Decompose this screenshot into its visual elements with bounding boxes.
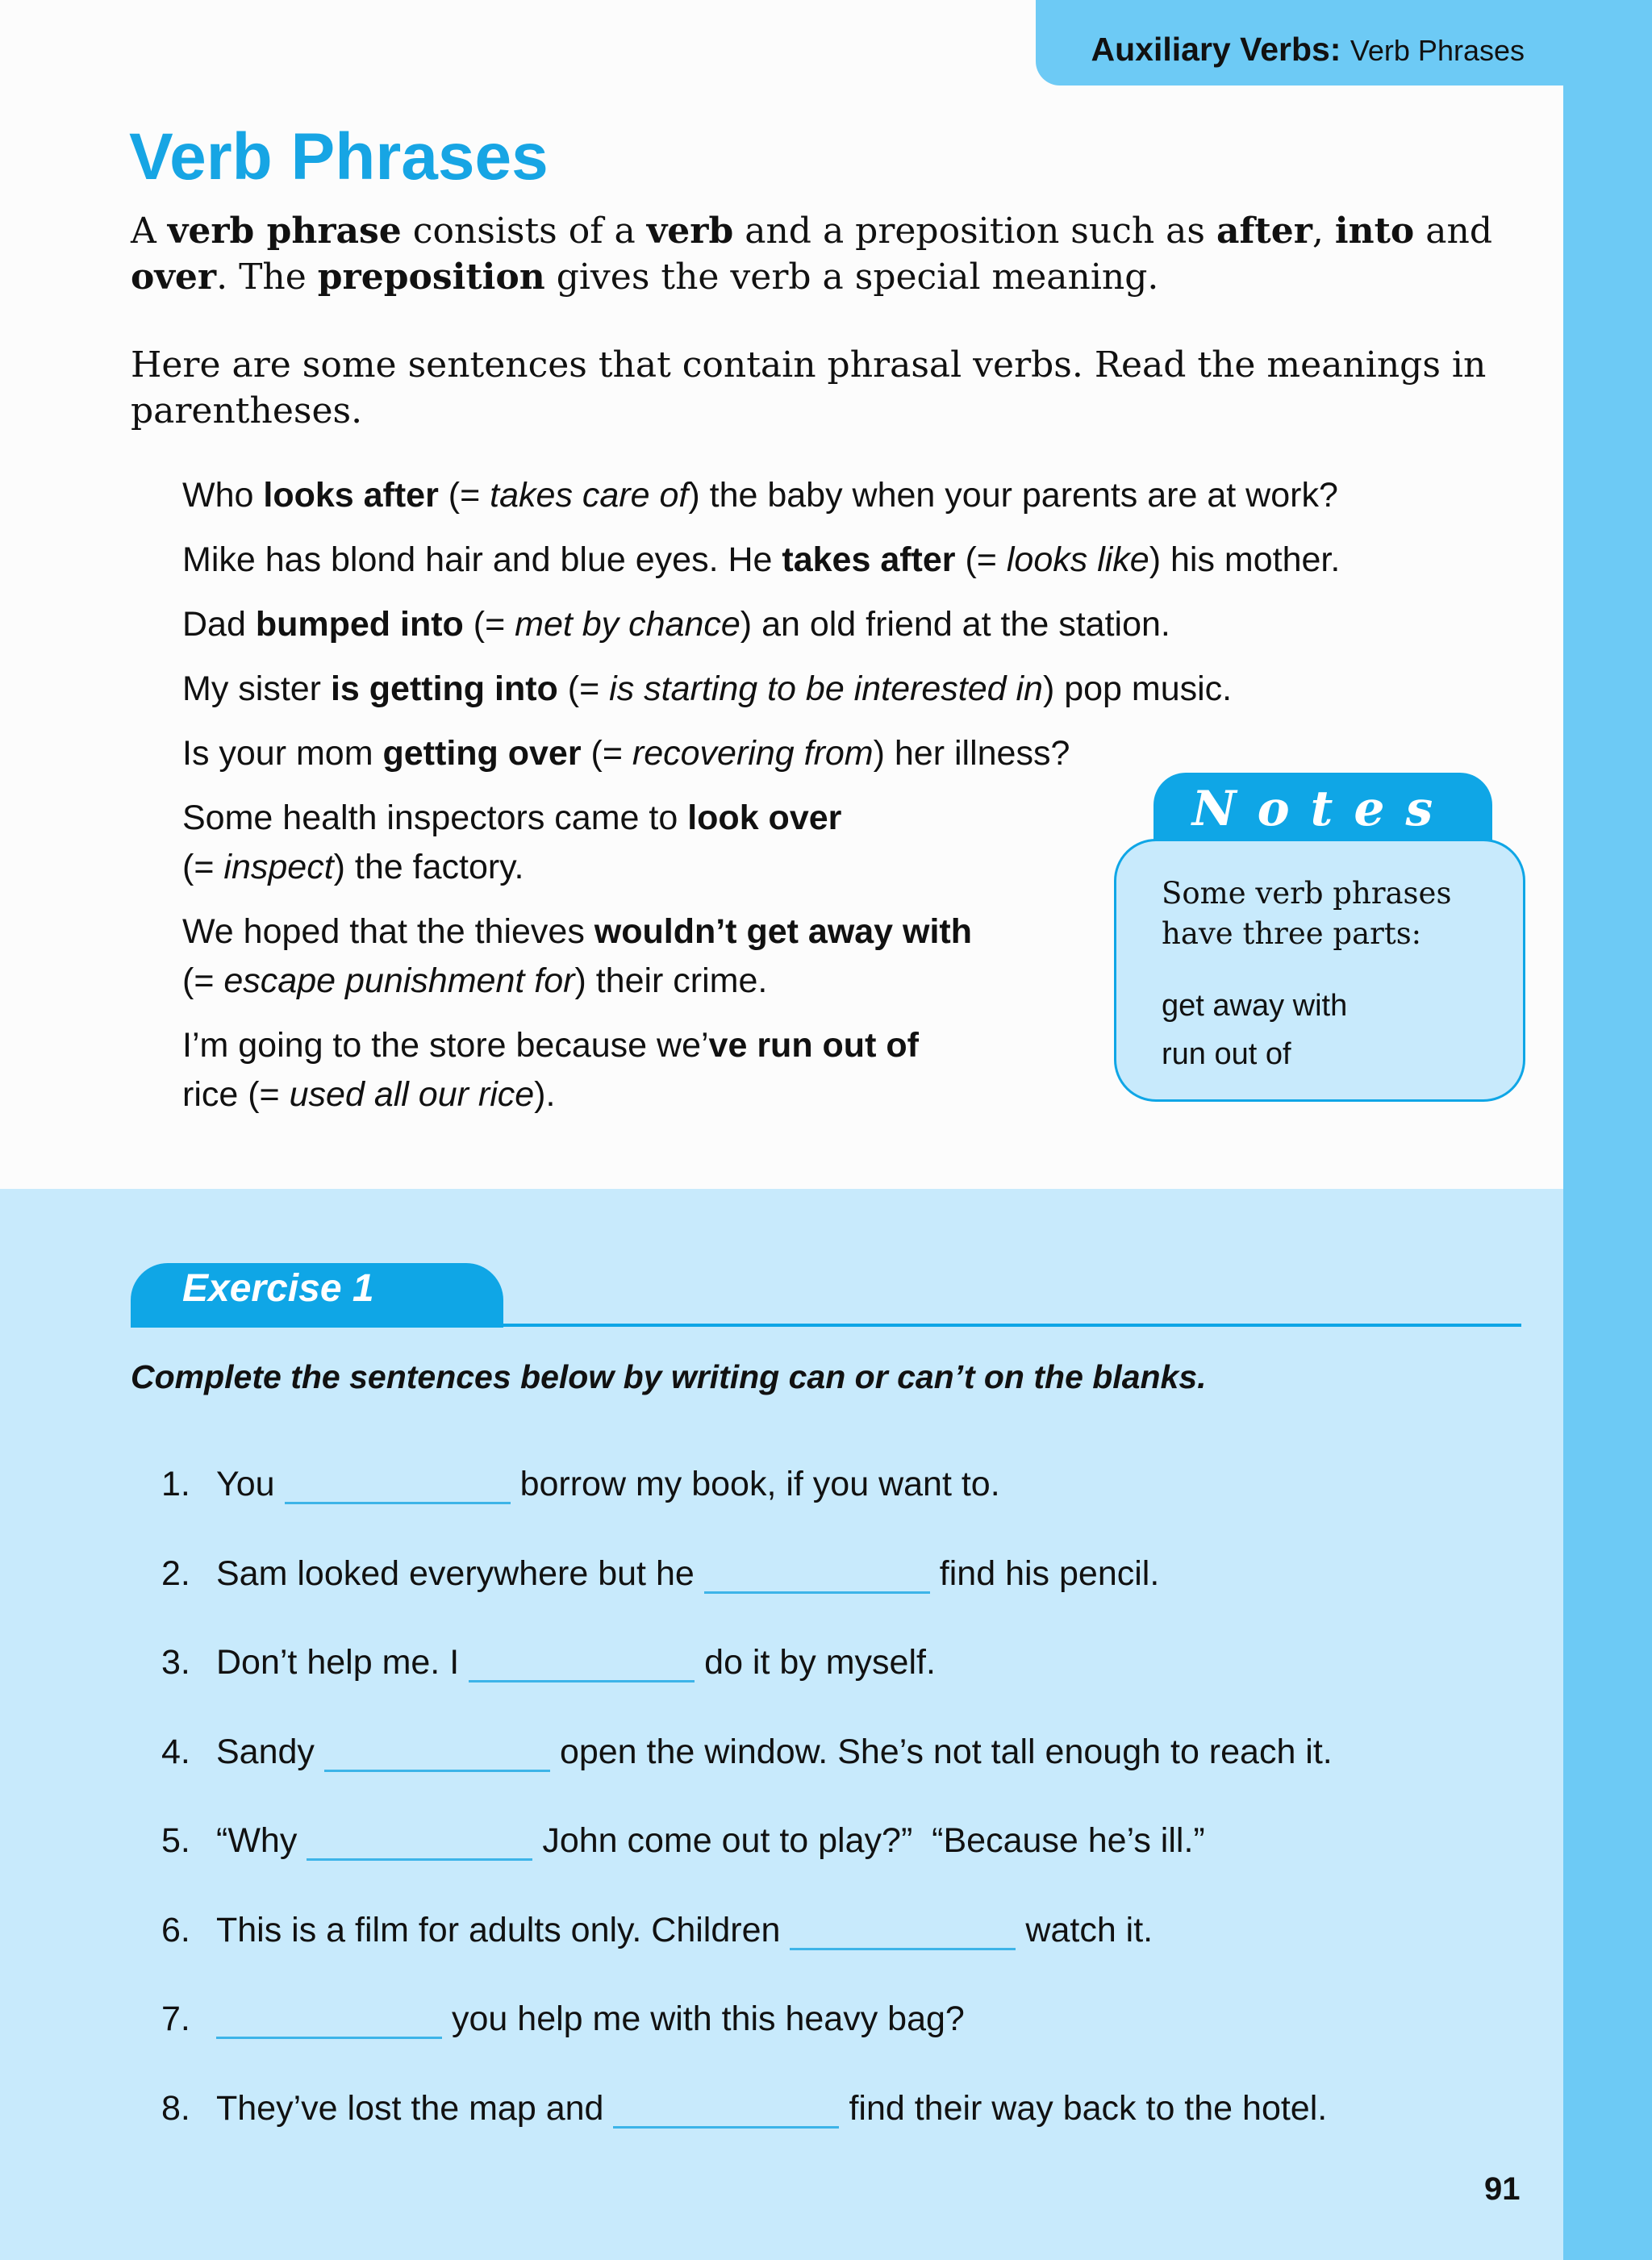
- text-run: and a preposition such as: [733, 211, 1216, 252]
- text-run: ) their crime.: [574, 961, 768, 1000]
- exercise-item: [161, 1554, 1333, 1644]
- notes-item: get away with: [1162, 989, 1348, 1023]
- item-number: 8.: [161, 2088, 190, 2128]
- text-run: (=: [463, 605, 515, 644]
- meaning: inspect: [223, 848, 334, 886]
- keyword: can’t: [897, 1358, 975, 1395]
- exercise-item: [161, 1465, 1333, 1554]
- text-run: We hoped that the thieves: [182, 912, 594, 951]
- phrasal-verb: bumped into: [255, 605, 464, 644]
- exercise-item: [161, 1911, 1333, 2000]
- text-run: (=: [438, 476, 490, 515]
- item-text-before: You: [216, 1465, 275, 1503]
- text-run: My sister: [182, 669, 331, 708]
- text-run: A: [131, 211, 168, 252]
- meaning: takes care of: [490, 476, 689, 515]
- meaning: looks like: [1006, 540, 1149, 579]
- answer-blank[interactable]: [790, 1911, 1016, 1950]
- text-run: ) his mother.: [1149, 540, 1341, 579]
- answer-blank[interactable]: [285, 1465, 511, 1504]
- text-run: and: [1414, 211, 1493, 252]
- text-run: ) an old friend at the station.: [740, 605, 1170, 644]
- phrasal-verb: look over: [687, 799, 842, 837]
- header-subsection: Verb Phrases: [1350, 34, 1525, 67]
- item-text-before: Don’t help me. I: [216, 1643, 460, 1682]
- intro-paragraph: [131, 208, 1534, 300]
- exercise-item: [161, 1821, 1333, 1911]
- item-text-after: borrow my book, if you want to.: [519, 1465, 1000, 1503]
- phrasal-verb: is getting into: [330, 669, 558, 708]
- notes-item: run out of: [1162, 1037, 1291, 1071]
- example-sentence: [182, 729, 1340, 778]
- header-section: Auxiliary Verbs:: [1091, 31, 1341, 68]
- page-title: Verb Phrases: [129, 120, 549, 194]
- text-run: Some health inspectors came to: [182, 799, 688, 837]
- exercise-label: Exercise 1: [182, 1267, 374, 1310]
- example-sentence: [182, 907, 1070, 1006]
- item-number: 1.: [161, 1465, 190, 1503]
- text-run: consists of a: [401, 211, 647, 252]
- example-sentence: [182, 600, 1340, 649]
- phrasal-verb: getting over: [382, 734, 582, 773]
- item-text-after: find their way back to the hotel.: [849, 2088, 1328, 2128]
- answer-blank[interactable]: [613, 2089, 839, 2129]
- example-sentence: [182, 1021, 1070, 1120]
- item-number: 7.: [161, 1999, 190, 2038]
- answer-blank[interactable]: [324, 1733, 550, 1772]
- notes-title: Notes: [1191, 781, 1454, 837]
- item-text-before: Sam looked everywhere but he: [216, 1553, 695, 1593]
- item-text-after: you help me with this heavy bag?: [452, 1999, 965, 2038]
- header-text: [1091, 31, 1525, 69]
- text-run: Dad: [182, 605, 256, 644]
- meaning: recovering from: [632, 734, 874, 773]
- meaning: escape punishment for: [223, 961, 575, 1000]
- answer-blank[interactable]: [307, 1821, 532, 1861]
- exercise-items: [161, 1465, 1333, 2178]
- phrasal-verb: takes after: [782, 540, 956, 579]
- text-run: (=: [557, 669, 610, 708]
- item-text-before: Sandy: [216, 1732, 315, 1771]
- answer-blank[interactable]: [216, 1999, 442, 2039]
- exercise-divider: [131, 1324, 1521, 1327]
- text-run: ) the baby when your parents are at work?: [688, 476, 1338, 515]
- text-run: ).: [534, 1075, 556, 1114]
- meaning: used all our rice: [289, 1075, 535, 1114]
- text-run: rice (=: [182, 1075, 290, 1114]
- text-run: I’m going to the store because we’: [182, 1026, 709, 1065]
- text-run: ,: [1312, 211, 1335, 252]
- example-sentence: [182, 794, 1070, 892]
- item-number: 2.: [161, 1553, 190, 1593]
- key-term: into: [1334, 211, 1415, 252]
- text-run: or: [845, 1358, 898, 1395]
- item-number: 6.: [161, 1910, 190, 1949]
- meaning: is starting to be interested in: [609, 669, 1043, 708]
- item-number: 3.: [161, 1643, 190, 1682]
- item-number: 4.: [161, 1732, 190, 1771]
- text-run: (=: [955, 540, 1007, 579]
- notes-list: [1162, 982, 1523, 1078]
- key-term: after: [1216, 211, 1312, 252]
- text-run: on the blanks.: [974, 1358, 1207, 1395]
- text-run: Who: [182, 476, 264, 515]
- phrasal-verb: looks after: [263, 476, 439, 515]
- answer-blank[interactable]: [704, 1554, 930, 1594]
- text-run: ) her illness?: [873, 734, 1070, 773]
- key-term: verb phrase: [167, 211, 402, 252]
- phrasal-verb: wouldn’t get away with: [594, 912, 973, 951]
- item-number: 5.: [161, 1821, 190, 1860]
- text-run: . The: [216, 256, 318, 298]
- header-tab: [1036, 0, 1563, 85]
- exercise-item: [161, 1733, 1333, 1822]
- item-text-before: “Why: [216, 1821, 298, 1860]
- example-sentence: [182, 665, 1340, 714]
- text-run: gives the verb a special meaning.: [544, 256, 1159, 298]
- example-sentence: [182, 536, 1340, 585]
- item-text-after: find his pencil.: [939, 1553, 1160, 1593]
- item-text-after: open the window. She’s not tall enough to reach it.: [559, 1732, 1333, 1771]
- phrasal-verb: ve run out of: [708, 1026, 919, 1065]
- example-sentence: [182, 471, 1340, 520]
- key-term: preposition: [317, 256, 545, 298]
- text-run: (=: [581, 734, 632, 773]
- exercise-item: [161, 1999, 1333, 2089]
- notes-box: [1114, 839, 1525, 1102]
- keyword: can: [788, 1358, 846, 1395]
- text-run: ) the factory.: [333, 848, 524, 886]
- key-term: over: [131, 256, 217, 298]
- item-text-after: John come out to play?” “Because he’s ill.”: [542, 1821, 1205, 1860]
- notes-text: Some verb phrases have three parts:: [1162, 876, 1452, 951]
- answer-blank[interactable]: [469, 1643, 695, 1682]
- page-number: 91: [1484, 2171, 1521, 2207]
- key-term: verb: [646, 211, 734, 252]
- exercise-instruction: [131, 1358, 1207, 1396]
- meaning: met by chance: [515, 605, 740, 644]
- item-text-before: They’ve lost the map and: [216, 2088, 604, 2128]
- item-text-after: watch it.: [1025, 1910, 1153, 1949]
- text-run: (=: [182, 961, 224, 1000]
- side-color-band: [1563, 0, 1652, 2260]
- exercise-tab: [131, 1263, 503, 1328]
- exercise-item: [161, 1643, 1333, 1733]
- instructions-paragraph: Here are some sentences that contain phrasal verbs. Read the meanings in parentheses.: [131, 344, 1487, 432]
- item-text-after: do it by myself.: [704, 1643, 936, 1682]
- exercise-item: [161, 2089, 1333, 2179]
- text-run: Mike has blond hair and blue eyes. He: [182, 540, 782, 579]
- text-run: ) pop music.: [1042, 669, 1233, 708]
- text-run: Is your mom: [182, 734, 383, 773]
- item-text-before: This is a film for adults only. Children: [216, 1910, 781, 1949]
- text-run: Complete the sentences below by writing: [131, 1358, 789, 1395]
- text-run: (=: [182, 848, 224, 886]
